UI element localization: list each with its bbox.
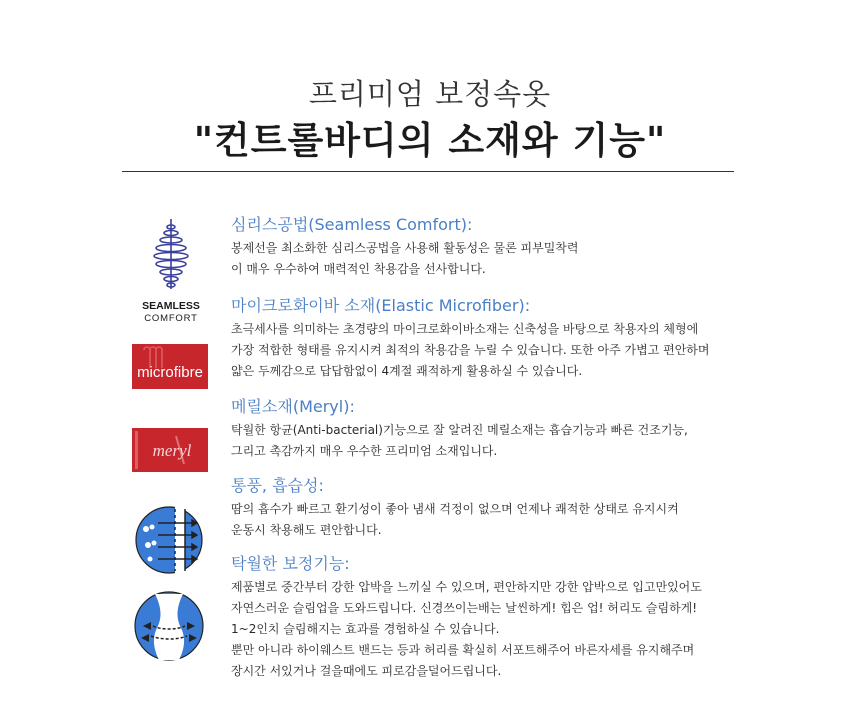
- page-subtitle: 프리미엄 보정속옷: [308, 77, 552, 111]
- section-text-line: 탁월한 항균(Anti-bacterial)기능으로 잘 알려진 메릴소재는 흡습기능과 빠른 건조기능,: [231, 423, 688, 437]
- seamless-spring-icon: [140, 213, 202, 325]
- seamless-label: SEAMLESS: [142, 300, 200, 312]
- comfort-label: COMFORT: [144, 313, 198, 324]
- section-text-line: 얇은 두께감으로 답답함없이 4계절 쾌적하게 활용하실 수 있습니다.: [231, 364, 583, 378]
- page-title: "컨트롤바디의 소재와 기능": [193, 119, 667, 162]
- section-heading: 통풍, 흡습성:: [231, 476, 324, 495]
- section-text-line: 운동시 착용해도 편안합니다.: [231, 523, 382, 537]
- section-shaping: [231, 553, 702, 682]
- section-text-line: 봉제선을 최소화한 심리스공법을 사용해 활동성은 물론 피부밀착력: [231, 241, 579, 255]
- section-text-line: 제품별로 중간부터 강한 압박을 느끼실 수 있으며, 편안하지만 강한 압박으로 입고만있어도: [231, 580, 702, 594]
- section-text-line: 초극세사를 의미하는 초경량의 마이크로화이바소재는 신축성을 바탕으로 착용자의 체형에: [231, 322, 699, 336]
- microfibre-text: microfibre: [137, 364, 203, 381]
- section-text-line: 그리고 촉감까지 매우 우수한 프리미엄 소재입니다.: [231, 444, 498, 458]
- section-text-line: 뿐만 아니라 하이웨스트 밴드는 등과 허리를 확실히 서포트해주어 바른자세를 유지해주며: [231, 643, 695, 657]
- title-divider: [122, 171, 734, 172]
- meryl-logo: [132, 428, 208, 472]
- microfibre-logo: [132, 344, 208, 389]
- section-heading: 메릴소재(Meryl):: [231, 397, 355, 416]
- section-seamless: [231, 214, 578, 280]
- section-microfiber: [231, 295, 710, 382]
- section-text-line: 장시간 서있거나 걸을때에도 피로감을덜어드립니다.: [231, 664, 502, 678]
- section-meryl: [231, 396, 688, 462]
- airflow-icon: [134, 505, 204, 575]
- section-breathable: [231, 475, 679, 541]
- meryl-text: meryl: [152, 441, 192, 460]
- section-heading: 탁월한 보정기능:: [231, 554, 350, 573]
- section-text-line: 자연스러운 슬림업을 도와드립니다. 신경쓰이는배는 날씬하게! 힙은 업! 허리도 슬림하게!: [231, 601, 698, 615]
- section-text-line: 1~2인치 슬림해지는 효과를 경험하실 수 있습니다.: [231, 622, 500, 636]
- section-text-line: 땀의 흡수가 빠르고 환기성이 좋아 냄새 걱정이 없으며 언제나 쾌적한 상태로 유지시켜: [231, 502, 679, 516]
- section-text-line: 이 매우 우수하여 매력적인 착용감을 선사합니다.: [231, 262, 486, 276]
- section-heading: 마이크로화이바 소재(Elastic Microfiber):: [231, 296, 531, 315]
- section-heading: 심리스공법(Seamless Comfort):: [231, 215, 473, 234]
- body-shaping-icon: [133, 590, 205, 662]
- section-text-line: 가장 적합한 형태를 유지시켜 최적의 착용감을 누릴 수 있습니다. 또한 아주 가볍고 편안하며: [231, 343, 710, 357]
